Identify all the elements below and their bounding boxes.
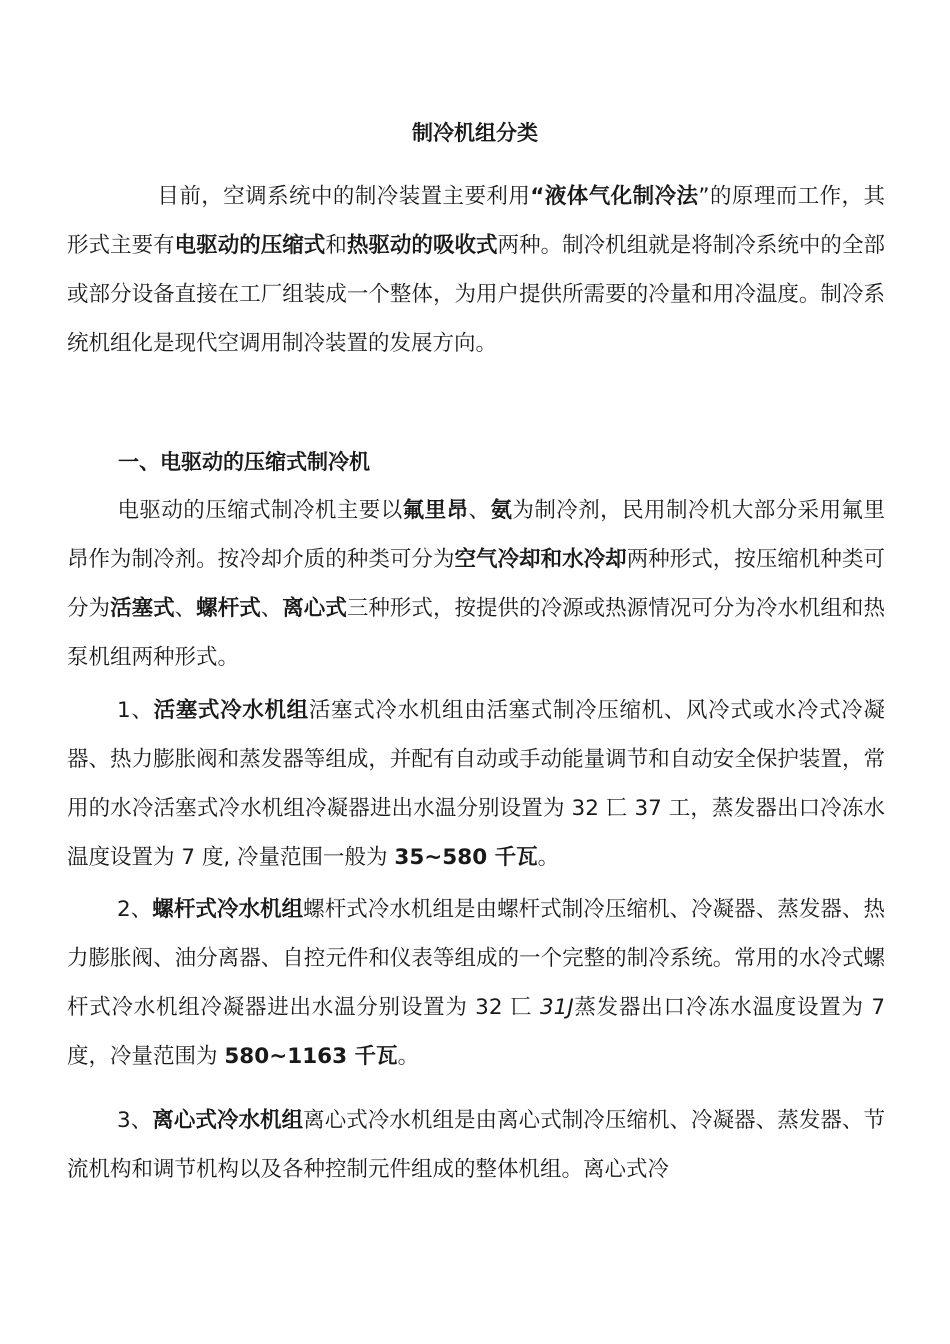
item1-paragraph (67, 686, 885, 882)
s1-text-6: 、 (260, 596, 283, 621)
section-heading: 一、电驱动的压缩式制冷机 (118, 450, 370, 474)
intro-text-2: ”的原理而工作，其形式主要有 (67, 184, 885, 258)
intro-bold-1: “液体气化制冷法 (530, 184, 699, 209)
intro-bold-3: 热驱动的吸收式 (346, 233, 498, 258)
item3-heading: 离心式冷水机组 (152, 1108, 304, 1133)
item1-number: 1、 (117, 698, 154, 723)
section1-paragraph (67, 486, 885, 682)
s1-bold-5: 螺杆式 (196, 596, 261, 621)
item2-bold-2: 580~1163 千瓦 (224, 1044, 398, 1069)
item2-text-1: 螺杆式冷水机组是由螺杆式制冷压缩机、冷凝器、蒸发器、热力膨胀阀、油分离器、自控元件和仪表等组成的一个完整的制冷系统。常用的水冷式螺杆式冷水机组冷凝器进出水温分别设置为 32 匸 (67, 897, 885, 1020)
s1-bold-1: 氟里昂 (402, 498, 469, 523)
item1-bold-2: 35~580 千瓦 (394, 845, 538, 870)
intro-paragraph (67, 172, 885, 368)
s1-text-4: 两种形式，按压缩机种类可分为 (67, 547, 885, 621)
s1-bold-4: 活塞式 (110, 596, 175, 621)
intro-text-3: 和 (325, 233, 347, 258)
item2-paragraph (67, 885, 885, 1081)
s1-bold-2: 氨 (490, 498, 513, 523)
item2-italic: 31J (539, 995, 574, 1020)
item1-text-2: 。 (537, 845, 560, 870)
item3-number: 3、 (117, 1108, 153, 1133)
item3-text-1: 离心式冷水机组是由离心式制冷压缩机、冷凝器、蒸发器、节流机构和调节机构以及各种控制元件组成的整体机组。离心式冷 (67, 1108, 885, 1182)
item2-text-3: 。 (397, 1044, 420, 1069)
item2-heading: 螺杆式冷水机组 (152, 897, 304, 922)
s1-text-2: 、 (468, 498, 491, 523)
item3-paragraph (67, 1096, 885, 1194)
item1-text-1: 活塞式冷水机组由活塞式制冷压缩机、风冷式或水冷式冷凝器、热力膨胀阀和蒸发器等组成，并配有自动或手动能量调节和自动安全保护装置，常用的水冷活塞式冷水机组冷凝器进出水温分别设置为 32 匸 37 工，蒸发器出口冷冻水温度设置为 7 度, 冷量范围一般为 (67, 698, 885, 870)
s1-text-5: 、 (174, 596, 197, 621)
intro-text-4: 两种。制冷机组就是将制冷系统中的全部或部分设备直接在工厂组装成一个整体，为用户提供所需要的冷量和用冷温度。制冷系统机组化是现代空调用制冷装置的发展方向。 (67, 233, 885, 356)
document-title: 制冷机组分类 (412, 121, 538, 145)
intro-text-1: 目前，空调系统中的制冷装置主要利用 (157, 184, 531, 209)
intro-bold-2: 电驱动的压缩式 (174, 233, 326, 258)
item1-heading: 活塞式冷水机组 (153, 698, 309, 723)
s1-bold-6: 离心式 (282, 596, 347, 621)
s1-text-1: 电驱动的压缩式制冷机主要以 (117, 498, 403, 523)
s1-bold-3: 空气冷却和水冷却 (454, 547, 627, 572)
item2-text-2: 蒸发器出口冷冻水温度设置为 7 度，冷量范围为 (67, 995, 886, 1069)
item2-number: 2、 (117, 897, 153, 922)
s1-text-3: 为制冷剂，民用制冷机大部分采用氟里昂作为制冷剂。按冷却介质的种类可分为 (67, 498, 885, 572)
s1-text-7: 三种形式，按提供的冷源或热源情况可分为冷水机组和热泵机组两种形式。 (67, 596, 885, 670)
